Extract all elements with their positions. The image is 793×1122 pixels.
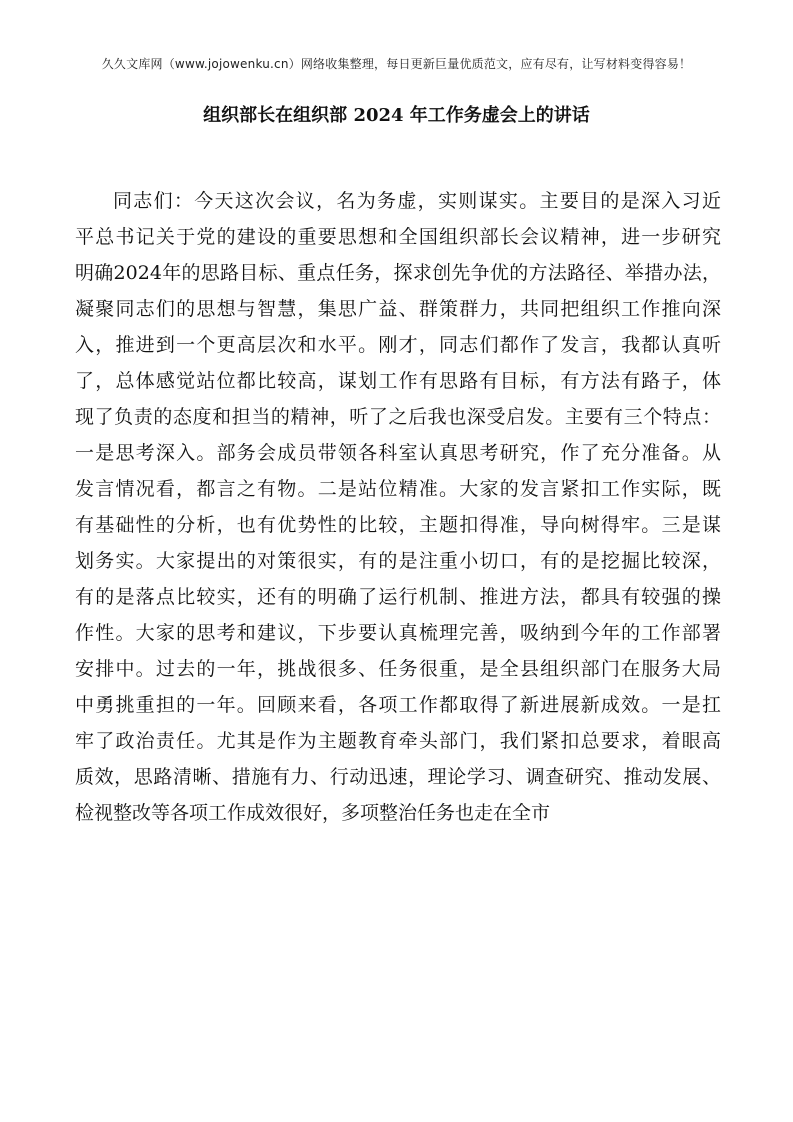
body-line: 中勇挑重担的一年。回顾来看，各项工作都取得了新进展新成效。一是扛 (75, 694, 721, 716)
body-line: 同志们：今天这次会议，名为务虚，实则谋实。主要目的是深入习近 (113, 190, 721, 212)
body-line: 平总书记关于党的建设的重要思想和全国组织部长会议精神，进一步研究 (75, 226, 721, 248)
header-note: 久久文库网（www.jojowenku.cn）网络收集整理，每日更新巨量优质范文，应有尽有，让写材料变得容易！ (101, 57, 692, 71)
body-line: 有的是落点比较实，还有的明确了运行机制、推进方法，都具有较强的操 (75, 586, 721, 608)
body-line: 了，总体感觉站位都比较高，谋划工作有思路有目标，有方法有路子，体 (75, 370, 721, 392)
body-line: 发言情况看，都言之有物。二是站位精准。大家的发言紧扣工作实际，既 (75, 478, 721, 500)
document-body (75, 183, 721, 831)
body-line: 安排中。过去的一年，挑战很多、任务很重，是全县组织部门在服务大局 (75, 658, 721, 680)
body-line: 明确2024年的思路目标、重点任务，探求创先争优的方法路径、举措办法， (75, 262, 721, 284)
body-line: 现了负责的态度和担当的精神，听了之后我也深受启发。主要有三个特点： (75, 406, 721, 428)
body-line: 凝聚同志们的思想与智慧，集思广益、群策群力，共同把组织工作推向深 (75, 298, 721, 320)
body-line: 有基础性的分析，也有优势性的比较，主题扣得准，导向树得牢。三是谋 (75, 514, 721, 536)
body-line: 检视整改等各项工作成效很好，多项整治任务也走在全市 (75, 802, 551, 824)
body-line: 质效，思路清晰、措施有力、行动迅速，理论学习、调查研究、推动发展、 (75, 766, 721, 788)
body-line: 划务实。大家提出的对策很实，有的是注重小切口，有的是挖掘比较深， (75, 550, 721, 572)
body-line: 作性。大家的思考和建议，下步要认真梳理完善，吸纳到今年的工作部署 (75, 622, 721, 644)
document-title: 组织部长在组织部 2024 年工作务虚会上的讲话 (203, 105, 590, 126)
body-line: 一是思考深入。部务会成员带领各科室认真思考研究，作了充分准备。从 (75, 442, 721, 464)
body-line: 牢了政治责任。尤其是作为主题教育牵头部门，我们紧扣总要求，着眼高 (75, 730, 721, 752)
body-line: 入，推进到一个更高层次和水平。刚才，同志们都作了发言，我都认真听 (75, 334, 721, 356)
